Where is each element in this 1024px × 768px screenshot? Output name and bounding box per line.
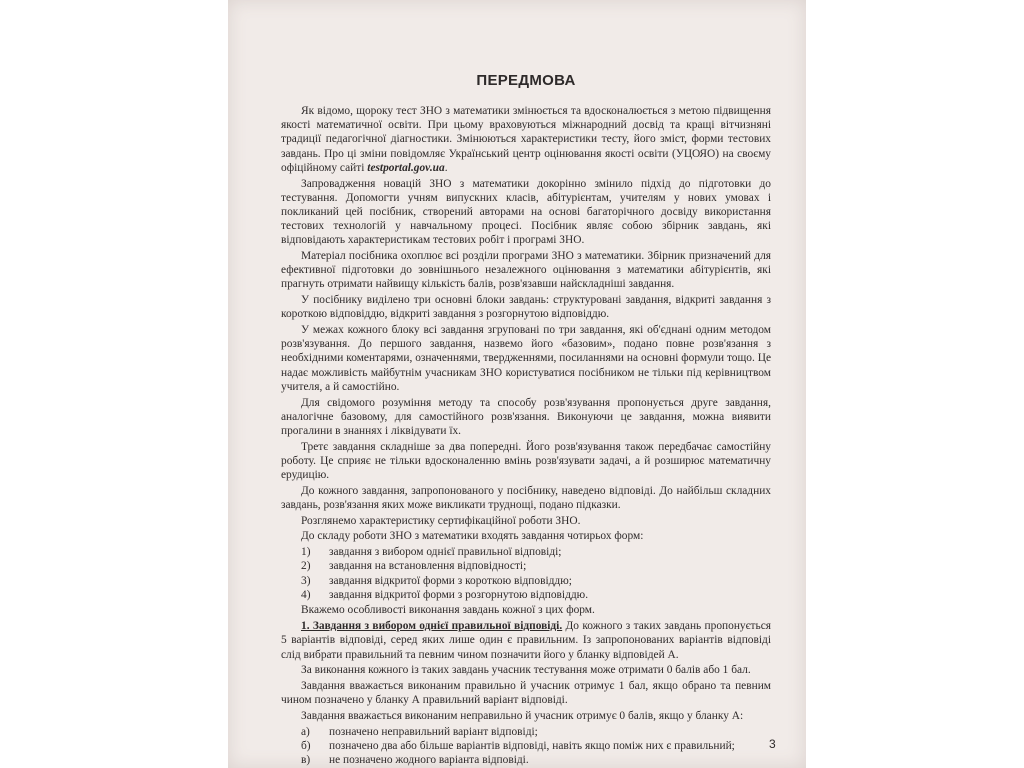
list-item [281, 559, 771, 573]
paragraph-single-choice [281, 619, 771, 662]
list-item-number: 2) [301, 560, 311, 573]
list-item [281, 739, 771, 753]
paragraph-correct: Завдання вважається виконаним правильно й учасник отримує 1 бал, якщо обрано та певним чином позначено у бланку А правильний варіант відповіді. [281, 679, 771, 707]
list-item-letter: а) [301, 725, 310, 738]
paragraph-innovations: Запровадження новацій ЗНО з математики докорінно змінило підхід до підготовки до тестування. Допомогти учням випускних класів, абітурієнтам, учителям у нових умовах і покликаний цей посібник, створений авторами на основі багаторічного досвіду використання тестових технологій у навчальному процесі. Посібник являє собою збірник завдань, які відповідають характеристикам тестових робіт і програмі ЗНО. [281, 177, 771, 247]
paragraph-single-choice-text: До кожного з таких завдань пропонується 5 варіантів відповіді, серед яких лише один є правильним. Із запропонованих варіантів відповіді слід вибрати правильний та певним чином позначити його у бланку відповідей А. [281, 620, 771, 661]
task-forms-list [281, 545, 771, 602]
list-item-text: завдання з вибором однієї правильної відповіді; [329, 546, 562, 559]
page-number: 3 [769, 737, 776, 751]
list-item-letter: б) [301, 739, 311, 752]
list-item-text: позначено неправильний варіант відповіді; [329, 725, 538, 738]
paragraph-answers: До кожного завдання, запропонованого у посібнику, наведено відповіді. До найбільш складних завдань, розв'язання яких може викликати труднощі, подано підказки. [281, 484, 771, 511]
list-item-text: позначено два або більше варіантів відповіді, навіть якщо поміж них є правильний; [329, 739, 735, 752]
incorrect-cases-list [281, 725, 771, 768]
paragraph-material: Матеріал посібника охоплює всі розділи програми ЗНО з математики. Збірник призначений для ефективної підготовки до зовнішнього незалежного оцінювання з математики абітурієнтів, які прагнуть отримати найвищу кількість балів, розв'язавши найскладніші завдання. [281, 250, 771, 291]
paragraph-forms-intro: До складу роботи ЗНО з математики входять завдання чотирьох форм: [301, 530, 644, 543]
page-title: ПЕРЕДМОВА [476, 72, 576, 89]
website-reference: testportal.gov.ua [367, 161, 445, 174]
list-item [281, 574, 771, 588]
paragraph-incorrect: Завдання вважається виконаним неправильно й учасник отримує 0 балів, якщо у бланку А: [301, 709, 744, 722]
list-item-text: завдання відкритої форми з розгорнутою відповіддю. [329, 588, 589, 601]
paragraph-intro-end: . [444, 161, 448, 174]
paragraph-intro [281, 104, 771, 175]
list-item-number: 1) [301, 546, 311, 559]
list-item-letter: в) [301, 753, 311, 766]
page-content [281, 68, 771, 768]
list-item [281, 725, 771, 739]
paragraph-third-task: Третє завдання складніше за два попередні. Його розв'язування також передбачає самостійну роботу. Це сприяє не тільки вдосконаленню вмінь розв'язувати задачі, а й розширює математичну ерудицію. [281, 440, 771, 482]
list-item-number: 4) [301, 588, 311, 601]
paragraph-characteristic: Розглянемо характеристику сертифікаційної роботи ЗНО. [301, 514, 581, 527]
paragraph-grouping: У межах кожного блоку всі завдання згруповані по три завдання, які об'єднані одним методом розв'язування. До першого завдання, назвемо його «базовим», подано повне розв'язання з необхідними коментарями, означеннями, твердженнями, посиланнями на основні формули тощо. Це надає можливість майбутнім учасникам ЗНО користуватися посібником не тільки під керівництвом учителя, а й самостійно. [281, 324, 771, 393]
section-heading-single-choice: 1. Завдання з вибором однієї правильної відповіді. [301, 620, 563, 633]
list-item-text: завдання відкритої форми з короткою відповіддю; [329, 574, 572, 587]
list-item [281, 588, 771, 602]
paragraph-scoring: За виконання кожного із таких завдань учасник тестування може отримати 0 балів або 1 бал. [301, 664, 751, 677]
list-item-text: завдання на встановлення відповідності; [329, 560, 527, 573]
list-item-number: 3) [301, 574, 311, 587]
list-item [281, 753, 771, 767]
paragraph-intro-text: Як відомо, щороку тест ЗНО з математики змінюється та вдосконалюється з метою підвищення якості математичної освіти. При цьому враховуються міжнародний досвід та кращі вітчизняні традиції педагогічної діагностики. Змінюються характеристики тесту, його зміст, форми тестових завдань. Про ці зміни повідомляє Український центр оцінювання якості освіти (УЦОЯО) на своєму офіційному сайті [281, 105, 771, 174]
list-item [281, 545, 771, 559]
list-item-text: не позначено жодного варіанта відповіді. [329, 753, 529, 766]
paragraph-blocks: У посібнику виділено три основні блоки завдань: структуровані завдання, відкриті завдання з короткою відповіддю, відкриті завдання з розгорнутою відповіддю. [281, 294, 771, 321]
paragraph-second-task: Для свідомого розуміння методу та способу розв'язування пропонується друге завдання, аналогічне базовому, для самостійного розв'язання. Виконуючи це завдання, можна виявити прогалини в знаннях і ліквідувати їх. [281, 396, 771, 437]
book-page [228, 0, 806, 768]
paragraph-features: Вкажемо особливості виконання завдань кожної з цих форм. [301, 604, 595, 617]
